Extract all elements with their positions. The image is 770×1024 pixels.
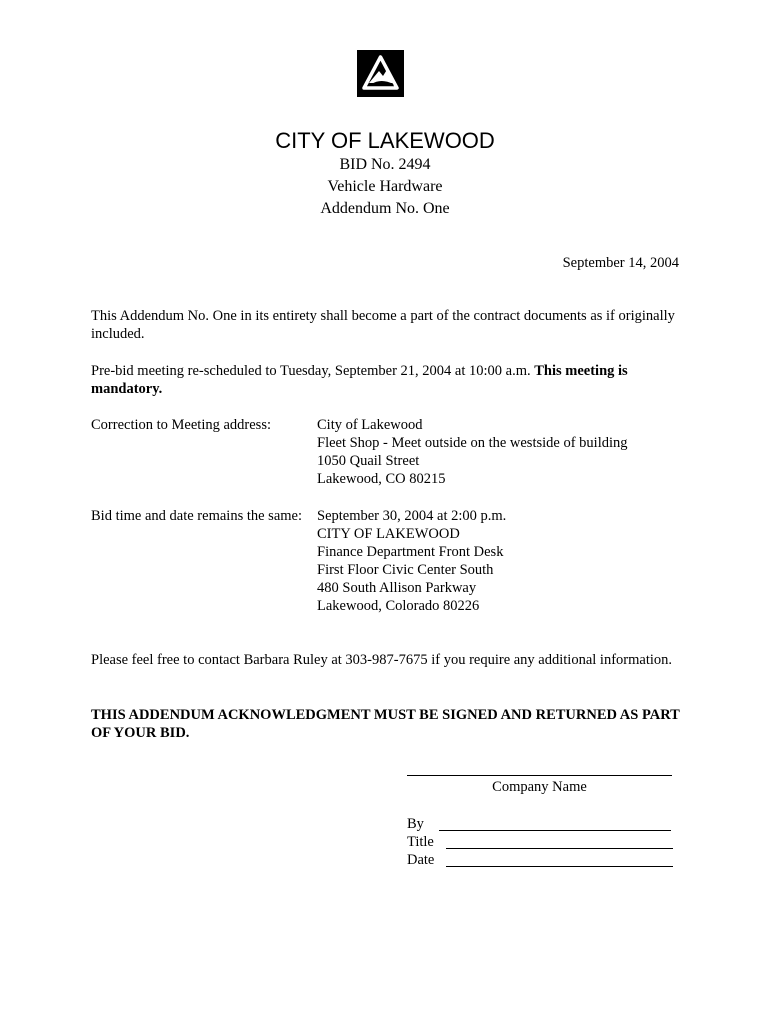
date-label: Date [407,852,435,868]
bid-time-line: First Floor Civic Center South [317,562,494,578]
correction-label: Correction to Meeting address: [91,417,271,433]
by-signature-line [439,830,671,831]
bid-time-line: Finance Department Front Desk [317,544,504,560]
prebid-mandatory-note: This meeting is mandatory. [91,363,628,397]
city-logo [357,50,404,97]
bid-time-line: 480 South Allison Parkway [317,580,477,596]
title-signature-line [446,848,673,849]
meeting-address-line: Fleet Shop - Meet outside on the westside of building [317,435,628,451]
meeting-address-line: 1050 Quail Street [317,453,420,469]
intro-paragraph: This Addendum No. One in its entirety shall become a part of the contract documents as if originally included. [91,308,675,342]
company-name-signature-line [407,775,672,776]
lakewood-logo-icon [357,50,404,97]
bid-time-line: Lakewood, Colorado 80226 [317,598,480,614]
bid-title: Vehicle Hardware [327,178,443,195]
by-label: By [407,816,424,832]
bid-time-label: Bid time and date remains the same: [91,508,302,524]
bid-time-details [317,507,506,615]
prebid-paragraph [91,362,681,398]
meeting-address [317,416,628,488]
document-date: September 14, 2004 [562,255,679,271]
bid-time-line: CITY OF LAKEWOOD [317,526,460,542]
contact-paragraph: Please feel free to contact Barbara Ruley at 303-987-7675 if you require any additional information. [91,652,673,668]
meeting-address-line: City of Lakewood [317,417,423,433]
date-signature-line [446,866,673,867]
addendum-number: Addendum No. One [320,200,450,217]
bid-time-line: September 30, 2004 at 2:00 p.m. [317,508,507,524]
prebid-text: Pre-bid meeting re-scheduled to Tuesday, September 21, 2004 at 10:00 a.m. [91,363,535,379]
title-label: Title [407,834,434,850]
company-name-label: Company Name [492,779,587,795]
bid-number: BID No. 2494 [339,156,431,173]
acknowledgment-notice: THIS ADDENDUM ACKNOWLEDGMENT MUST BE SIGNED AND RETURNED AS PART OF YOUR BID. [91,707,680,741]
meeting-address-line: Lakewood, CO 80215 [317,471,446,487]
organization-title: CITY OF LAKEWOOD [275,128,495,153]
